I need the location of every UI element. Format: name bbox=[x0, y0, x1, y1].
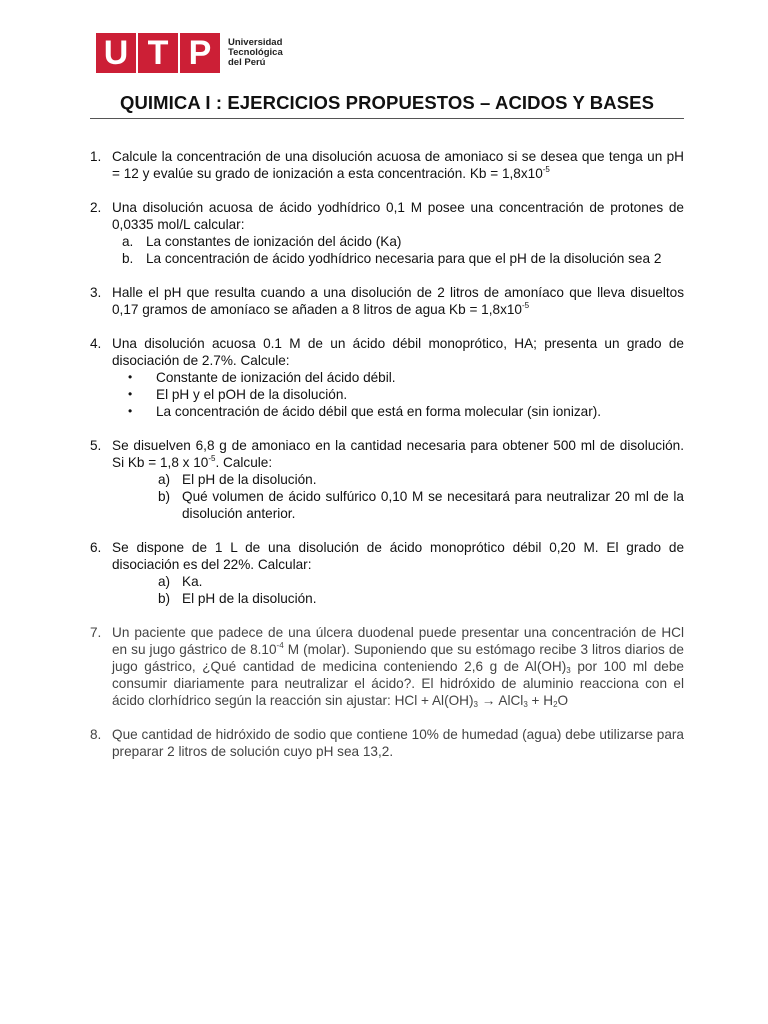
exercise-7 bbox=[90, 624, 684, 709]
exercise-number: 3. bbox=[90, 285, 102, 300]
exercise-8 bbox=[90, 726, 684, 760]
exercise-text: Un paciente que padece de una úlcera duodenal puede presentar una concentración de HCl en su jugo gástrico de $8.10^{-4}$ M (molar). Suponiendo que su estómago recibe 3 litros diarios de jugo gástrico, ¿Qué cantidad de medicina conteniendo 2,6 g de $Al(OH)_3$ por 100 ml debe consumir diariamente para neutralizar el ácido?. El hidróxido de aluminio reacciona con el ácido clorhídrico según la reacción sin ajustar: HCl + $Al(OH)_3$ → AlCl$_3$ + $H_2O$ bbox=[112, 625, 684, 709]
exercise-text: Que cantidad de hidróxido de sodio que contiene 10% de humedad (agua) debe utilizarse para preparar 2 litros de solución cuyo pH sea 13,2. bbox=[112, 727, 684, 759]
utp-logo bbox=[96, 33, 283, 73]
exercise-number: 8. bbox=[90, 727, 102, 742]
logo-mark bbox=[96, 33, 220, 73]
exercise-3 bbox=[90, 284, 684, 318]
subitem-a: a. La constantes de ionización del ácido (Ka) bbox=[122, 234, 402, 249]
exercise-2 bbox=[90, 199, 684, 267]
bullet-item: • La concentración de ácido débil que está en forma molecular (sin ionizar). bbox=[128, 404, 602, 419]
logo-letter-t: T bbox=[138, 33, 178, 73]
exercise-text: Una disolución acuosa de ácido yodhídrico 0,1 M posee una concentración de protones de 0,0335 mol/L calcular: bbox=[112, 200, 684, 232]
exercise-number: 5. bbox=[90, 438, 102, 453]
page-title: QUIMICA I : EJERCICIOS PROPUESTOS – ACIDOS Y BASES bbox=[90, 92, 684, 119]
logo-line-1: Universidad bbox=[228, 37, 283, 48]
logo-letter-u: U bbox=[96, 33, 136, 73]
logo-line-3: del Perú bbox=[228, 57, 266, 68]
exercise-5 bbox=[90, 437, 684, 522]
subitem-b: b. La concentración de ácido yodhídrico necesaria para que el pH de la disolución sea 2 bbox=[122, 251, 662, 266]
subitem-a: a) El pH de la disolución. bbox=[158, 472, 317, 487]
exercise-body bbox=[112, 335, 684, 420]
exercise-list bbox=[90, 148, 684, 777]
exercise-text: Una disolución acuosa 0.1 M de un ácido débil monoprótico, HA; presenta un grado de disociación de 2.7%. Calcule: bbox=[112, 336, 684, 368]
exercise-1 bbox=[90, 148, 684, 182]
exercise-4 bbox=[90, 335, 684, 420]
exercise-body bbox=[112, 539, 684, 607]
exercise-body bbox=[112, 437, 684, 522]
exercise-number: 1. bbox=[90, 149, 102, 164]
exercise-text: Se dispone de 1 L de una disolución de ácido monoprótico débil 0,20 M. El grado de disociación es del 22%. Calcular: bbox=[112, 540, 684, 572]
exercise-text: Halle el pH que resulta cuando a una disolución de 2 litros de amoníaco que lleva disueltos 0,17 gramos de amoníaco se añaden a 8 litros de agua $Kb = 1,8x10^{-5}$ bbox=[112, 285, 684, 317]
exercise-text: Se disuelven 6,8 g de amoniaco en la cantidad necesaria para obtener 500 ml de disolución. Si Kb = 1,8 x $10^{-5}$. Calcule: bbox=[112, 438, 684, 470]
logo-letter-p: P bbox=[180, 33, 220, 73]
subitem-b: b) Qué volumen de ácido sulfúrico 0,10 M se necesitará para neutralizar 20 ml de la disolución anterior. bbox=[158, 489, 684, 521]
subitem-b: b) El pH de la disolución. bbox=[158, 591, 317, 606]
bullet-item: • Constante de ionización del ácido débil. bbox=[128, 370, 396, 385]
exercise-body bbox=[112, 199, 684, 267]
exercise-number: 4. bbox=[90, 336, 102, 351]
subitem-a: a) Ka. bbox=[158, 574, 203, 589]
bullet-item: • El pH y el pOH de la disolución. bbox=[128, 387, 348, 402]
exercise-number: 7. bbox=[90, 625, 102, 640]
exercise-number: 2. bbox=[90, 200, 102, 215]
logo-line-2: Tecnológica bbox=[228, 47, 283, 58]
exercise-text: Calcule la concentración de una disolución acuosa de amoniaco si se desea que tenga un pH = 12 y evalúe su grado de ionización a esta concentración. $Kb = 1,8x10^{-5}$ bbox=[112, 149, 684, 181]
logo-text bbox=[228, 38, 283, 68]
exercise-number: 6. bbox=[90, 540, 102, 555]
exercise-6 bbox=[90, 539, 684, 607]
